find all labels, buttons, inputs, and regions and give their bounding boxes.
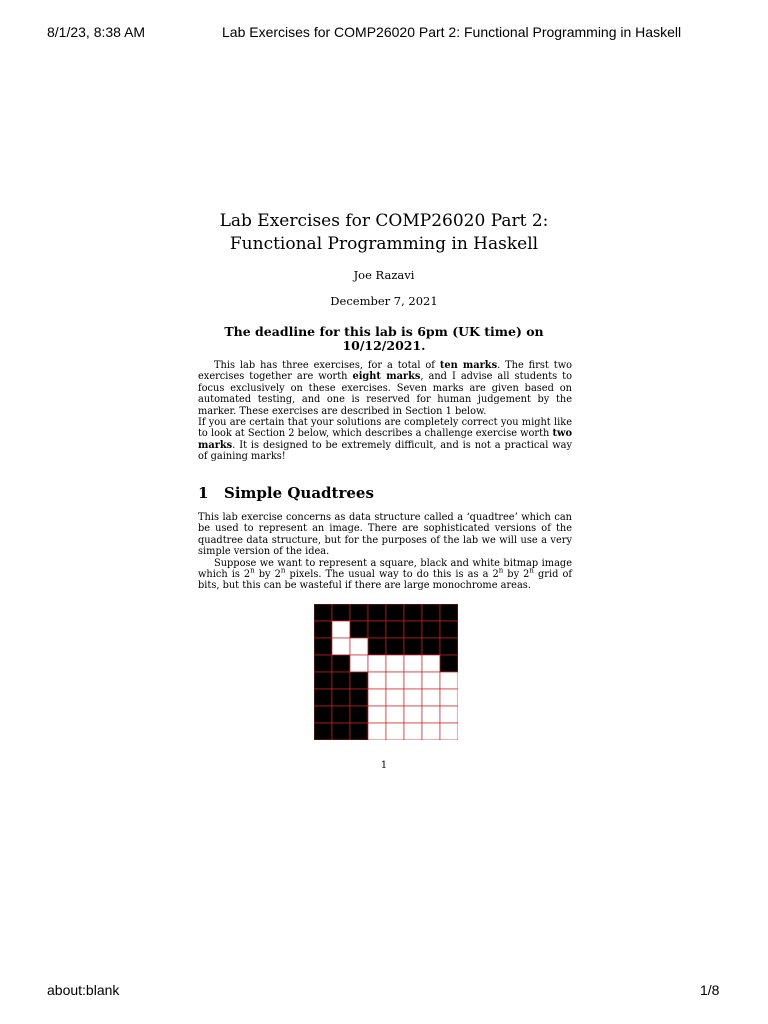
pixel-black (422, 604, 440, 621)
pixel-black (350, 621, 368, 638)
pixel-black (314, 604, 332, 621)
pixel-white (404, 706, 422, 723)
pixel-black (368, 604, 386, 621)
pixel-black (386, 638, 404, 655)
pixel-black (314, 723, 332, 740)
pixel-black (440, 638, 458, 655)
pixel-black (332, 604, 350, 621)
bitmap-figure (314, 604, 458, 744)
pixel-white (440, 723, 458, 740)
pixel-white (386, 706, 404, 723)
pixel-black (440, 604, 458, 621)
pixel-white (368, 689, 386, 706)
pixel-white (386, 723, 404, 740)
print-page-title: Lab Exercises for COMP26020 Part 2: Functional Programming in Haskell (222, 24, 682, 40)
pixel-white (350, 638, 368, 655)
pixel-black (314, 689, 332, 706)
pixel-black (422, 621, 440, 638)
title-line-1: Lab Exercises for COMP26020 Part 2: (219, 211, 549, 231)
pixel-black (386, 621, 404, 638)
section-number: 1 (198, 484, 209, 502)
section-title: Simple Quadtrees (224, 484, 374, 502)
pixel-white (440, 706, 458, 723)
pixel-white (386, 655, 404, 672)
pixel-black (440, 655, 458, 672)
pixel-white (368, 723, 386, 740)
document-title (0, 210, 768, 256)
pixel-white (332, 621, 350, 638)
pixel-white (422, 672, 440, 689)
print-url: about:blank (47, 982, 120, 998)
pixel-white (404, 655, 422, 672)
deadline-notice: The deadline for this lab is 6pm (UK time) on 10/12/2021. (224, 324, 544, 353)
section-paragraph-1: This lab exercise concerns as data structure called a ‘quadtree’ which can be used to represent an image. There are sophisticated versions of the quadtree data structure, but for the purposes of the lab we will use a very simple version of the idea. (198, 512, 572, 558)
pixel-white (386, 672, 404, 689)
pixel-black (404, 604, 422, 621)
section-body (198, 512, 572, 592)
intro-text (198, 360, 572, 463)
pixel-white (422, 706, 440, 723)
pixel-black (332, 655, 350, 672)
pixel-black (440, 621, 458, 638)
pixel-white (386, 689, 404, 706)
pixel-black (332, 689, 350, 706)
pixel-black (350, 604, 368, 621)
pixel-black (314, 655, 332, 672)
pixel-black (404, 621, 422, 638)
pixel-black (350, 706, 368, 723)
pixel-black (332, 672, 350, 689)
author: Joe Razavi (353, 268, 415, 282)
document-date: December 7, 2021 (330, 294, 438, 308)
pixel-black (368, 638, 386, 655)
pixel-white (422, 723, 440, 740)
pixel-white (404, 672, 422, 689)
pixel-white (422, 689, 440, 706)
pixel-white (368, 672, 386, 689)
section-heading (198, 484, 374, 502)
pixel-black (350, 672, 368, 689)
pixel-black (314, 638, 332, 655)
page-number: 1 (380, 760, 388, 771)
pixel-black (368, 621, 386, 638)
pixel-black (314, 621, 332, 638)
pixel-black (314, 672, 332, 689)
print-page-indicator: 1/8 (700, 982, 720, 998)
intro-paragraph-2: If you are certain that your solutions are completely correct you might like to look at Section 2 below, which describes a challenge exercise worth two marks. It is designed to be extremely difficult, and is not a practical way of gaining marks! (198, 417, 572, 463)
pixel-white (404, 723, 422, 740)
print-datetime: 8/1/23, 8:38 AM (47, 24, 146, 40)
pixel-black (314, 706, 332, 723)
pixel-white (368, 655, 386, 672)
pixel-black (332, 706, 350, 723)
pixel-white (422, 655, 440, 672)
bitmap-grid (314, 604, 458, 740)
intro-paragraph-1: This lab has three exercises, for a total of ten marks. The first two exercises together are worth eight marks, and I advise all students to focus exclusively on these exercises. Seven marks are given based on automated testing, and one is reserved for human judgement by the marker. These exercises are described in Section 1 below. (198, 360, 572, 417)
pixel-white (368, 706, 386, 723)
pixel-black (350, 723, 368, 740)
pixel-white (332, 638, 350, 655)
pixel-black (404, 638, 422, 655)
pixel-white (440, 689, 458, 706)
pixel-white (440, 672, 458, 689)
pixel-black (386, 604, 404, 621)
pixel-black (422, 638, 440, 655)
pixel-black (332, 723, 350, 740)
pixel-black (350, 689, 368, 706)
pixel-white (350, 655, 368, 672)
pixel-white (404, 689, 422, 706)
section-paragraph-2: Suppose we want to represent a square, black and white bitmap image which is 2$^n$ by 2$^n$ pixels. The usual way to do this is as a 2$^n$ by 2$^n$ grid of bits, but this can be wasteful if there are large monochrome areas. (198, 557, 572, 592)
title-line-2: Functional Programming in Haskell (229, 234, 539, 254)
